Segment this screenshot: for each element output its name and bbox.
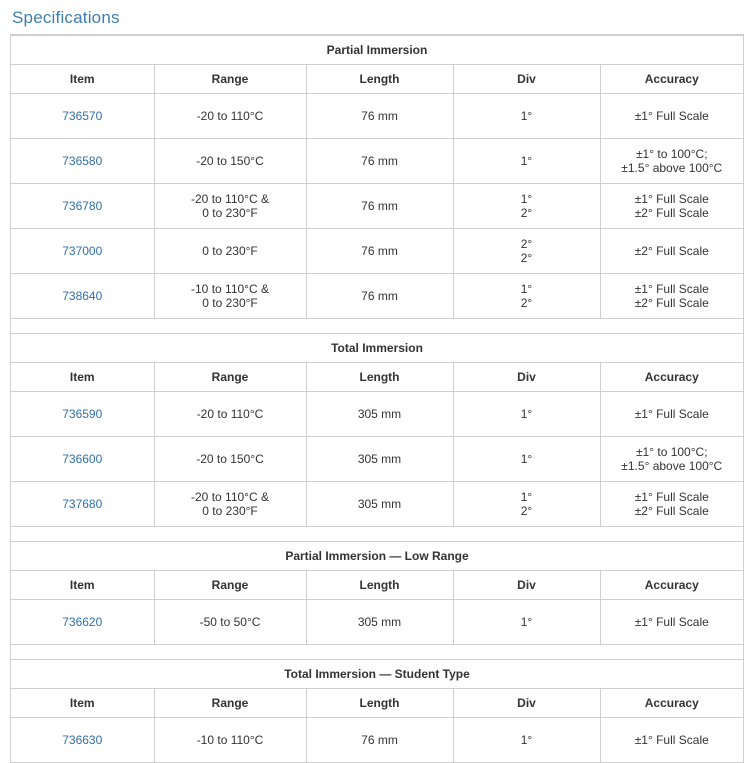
column-header-accuracy: Accuracy: [600, 65, 743, 94]
column-header-item: Item: [11, 571, 154, 600]
item-link[interactable]: 738640: [62, 289, 103, 303]
cell-line: 305 mm: [357, 407, 402, 421]
column-header-range: Range: [154, 65, 306, 94]
column-header-accuracy: Accuracy: [600, 571, 743, 600]
item-link[interactable]: 736630: [62, 733, 103, 747]
column-header-item: Item: [11, 689, 154, 718]
cell-div: [453, 437, 600, 482]
cell-line: -50 to 50°C: [199, 615, 261, 629]
table-row: [11, 139, 743, 184]
cell-range: [154, 392, 306, 437]
cell-accuracy: [600, 139, 743, 184]
table-row: [11, 184, 743, 229]
cell-div: [453, 718, 600, 763]
column-header-range: Range: [154, 689, 306, 718]
table-row: [11, 229, 743, 274]
cell-line: 1°: [520, 407, 533, 421]
cell-line: ±1° to 100°C;: [635, 147, 708, 161]
cell-line: 1°: [520, 733, 533, 747]
cell-line: ±1.5° above 100°C: [621, 459, 723, 473]
spacer-cell: [11, 527, 743, 542]
cell-length: [306, 718, 453, 763]
cell-range: [154, 718, 306, 763]
column-header-div: Div: [453, 363, 600, 392]
cell-line: 1°: [520, 490, 533, 504]
column-header-div: Div: [453, 571, 600, 600]
cell-range: [154, 437, 306, 482]
cell-line: ±1° Full Scale: [634, 282, 709, 296]
spacer-cell: [11, 645, 743, 660]
cell-line: 1°: [520, 452, 533, 466]
cell-line: -20 to 110°C: [196, 407, 264, 421]
cell-line: 1°: [520, 154, 533, 168]
cell-item[interactable]: [11, 718, 154, 763]
cell-div: [453, 94, 600, 139]
cell-item[interactable]: [11, 229, 154, 274]
cell-range: [154, 229, 306, 274]
column-header-div: Div: [453, 65, 600, 94]
cell-item[interactable]: [11, 392, 154, 437]
cell-range: [154, 139, 306, 184]
cell-line: ±2° Full Scale: [634, 244, 709, 258]
item-link[interactable]: 736580: [62, 154, 103, 168]
cell-length: [306, 229, 453, 274]
cell-line: 2°: [520, 296, 533, 310]
cell-line: 0 to 230°F: [202, 504, 258, 518]
cell-div: [453, 139, 600, 184]
cell-accuracy: [600, 392, 743, 437]
column-header-item: Item: [11, 363, 154, 392]
cell-accuracy: [600, 274, 743, 319]
spacer-cell: [11, 319, 743, 334]
section-title-row: [11, 542, 743, 571]
cell-length: [306, 600, 453, 645]
item-link[interactable]: 736780: [62, 199, 103, 213]
cell-item[interactable]: [11, 437, 154, 482]
cell-item[interactable]: [11, 184, 154, 229]
cell-line: 1°: [520, 192, 533, 206]
cell-line: -20 to 150°C: [196, 154, 264, 168]
column-header-row: [11, 65, 743, 94]
cell-line: 0 to 230°F: [202, 296, 258, 310]
cell-line: ±1° Full Scale: [634, 109, 709, 123]
cell-line: -20 to 150°C: [196, 452, 264, 466]
section-title: Partial Immersion: [11, 36, 743, 65]
cell-line: 2°: [520, 237, 533, 251]
table-row: [11, 437, 743, 482]
cell-accuracy: [600, 482, 743, 527]
section-title-row: [11, 334, 743, 363]
section-title-row: [11, 36, 743, 65]
table-row: [11, 274, 743, 319]
table-row: [11, 600, 743, 645]
cell-length: [306, 94, 453, 139]
cell-line: ±1° Full Scale: [634, 407, 709, 421]
column-header-accuracy: Accuracy: [600, 363, 743, 392]
column-header-item: Item: [11, 65, 154, 94]
cell-line: -20 to 110°C &: [191, 490, 269, 504]
cell-accuracy: [600, 437, 743, 482]
cell-div: [453, 482, 600, 527]
cell-length: [306, 392, 453, 437]
column-header-row: [11, 363, 743, 392]
specifications-table: [11, 35, 743, 763]
cell-line: ±2° Full Scale: [634, 504, 709, 518]
item-link[interactable]: 736620: [62, 615, 103, 629]
cell-line: 76 mm: [361, 109, 398, 123]
cell-item[interactable]: [11, 482, 154, 527]
cell-accuracy: [600, 94, 743, 139]
cell-line: 76 mm: [361, 154, 398, 168]
cell-line: 2°: [520, 206, 533, 220]
cell-div: [453, 274, 600, 319]
item-link[interactable]: 736570: [62, 109, 103, 123]
cell-line: ±2° Full Scale: [634, 206, 709, 220]
cell-line: 2°: [520, 504, 533, 518]
cell-item[interactable]: [11, 139, 154, 184]
item-link[interactable]: 737680: [62, 497, 103, 511]
cell-range: [154, 482, 306, 527]
item-link[interactable]: 736600: [62, 452, 103, 466]
column-header-length: Length: [306, 65, 453, 94]
cell-range: [154, 600, 306, 645]
cell-line: -20 to 110°C: [196, 109, 264, 123]
section-title: Total Immersion — Student Type: [11, 660, 743, 689]
table-row: [11, 392, 743, 437]
cell-line: 1°: [520, 109, 533, 123]
cell-range: [154, 94, 306, 139]
cell-line: -20 to 110°C &: [191, 192, 269, 206]
section-title: Total Immersion: [11, 334, 743, 363]
cell-item[interactable]: [11, 274, 154, 319]
cell-div: [453, 392, 600, 437]
cell-accuracy: [600, 600, 743, 645]
section-spacer: [11, 319, 743, 334]
cell-length: [306, 139, 453, 184]
cell-line: 0 to 230°F: [202, 206, 258, 220]
column-header-length: Length: [306, 689, 453, 718]
cell-line: ±1° Full Scale: [634, 733, 709, 747]
cell-div: [453, 600, 600, 645]
cell-line: 76 mm: [361, 244, 398, 258]
table-row: [11, 718, 743, 763]
cell-line: 305 mm: [357, 615, 402, 629]
column-header-length: Length: [306, 571, 453, 600]
cell-accuracy: [600, 718, 743, 763]
page-title: Specifications: [12, 8, 120, 27]
cell-accuracy: [600, 184, 743, 229]
cell-line: 76 mm: [361, 289, 398, 303]
cell-line: ±1° Full Scale: [634, 192, 709, 206]
cell-line: 0 to 230°F: [202, 244, 258, 258]
cell-line: 305 mm: [357, 452, 402, 466]
column-header-row: [11, 571, 743, 600]
item-link[interactable]: 737000: [62, 244, 103, 258]
cell-accuracy: [600, 229, 743, 274]
column-header-length: Length: [306, 363, 453, 392]
column-header-range: Range: [154, 363, 306, 392]
section-spacer: [11, 527, 743, 542]
cell-line: ±2° Full Scale: [634, 296, 709, 310]
cell-range: [154, 274, 306, 319]
column-header-div: Div: [453, 689, 600, 718]
cell-line: -10 to 110°C: [196, 733, 264, 747]
column-header-row: [11, 689, 743, 718]
item-link[interactable]: 736590: [62, 407, 103, 421]
cell-item[interactable]: [11, 600, 154, 645]
cell-line: ±1° to 100°C;: [635, 445, 708, 459]
cell-length: [306, 482, 453, 527]
cell-div: [453, 184, 600, 229]
cell-length: [306, 274, 453, 319]
cell-line: 76 mm: [361, 199, 398, 213]
table-row: [11, 94, 743, 139]
section-title-row: [11, 660, 743, 689]
section-title: Partial Immersion — Low Range: [11, 542, 743, 571]
table-row: [11, 482, 743, 527]
cell-line: -10 to 110°C &: [191, 282, 269, 296]
cell-line: ±1° Full Scale: [634, 490, 709, 504]
cell-div: [453, 229, 600, 274]
cell-line: ±1.5° above 100°C: [621, 161, 723, 175]
cell-line: 1°: [520, 282, 533, 296]
cell-length: [306, 437, 453, 482]
cell-range: [154, 184, 306, 229]
cell-line: 76 mm: [361, 733, 398, 747]
section-spacer: [11, 645, 743, 660]
cell-length: [306, 184, 453, 229]
cell-line: 1°: [520, 615, 533, 629]
cell-line: ±1° Full Scale: [634, 615, 709, 629]
cell-line: 305 mm: [357, 497, 402, 511]
cell-line: 2°: [520, 251, 533, 265]
specifications-table-container: [10, 34, 744, 763]
column-header-accuracy: Accuracy: [600, 689, 743, 718]
cell-item[interactable]: [11, 94, 154, 139]
column-header-range: Range: [154, 571, 306, 600]
